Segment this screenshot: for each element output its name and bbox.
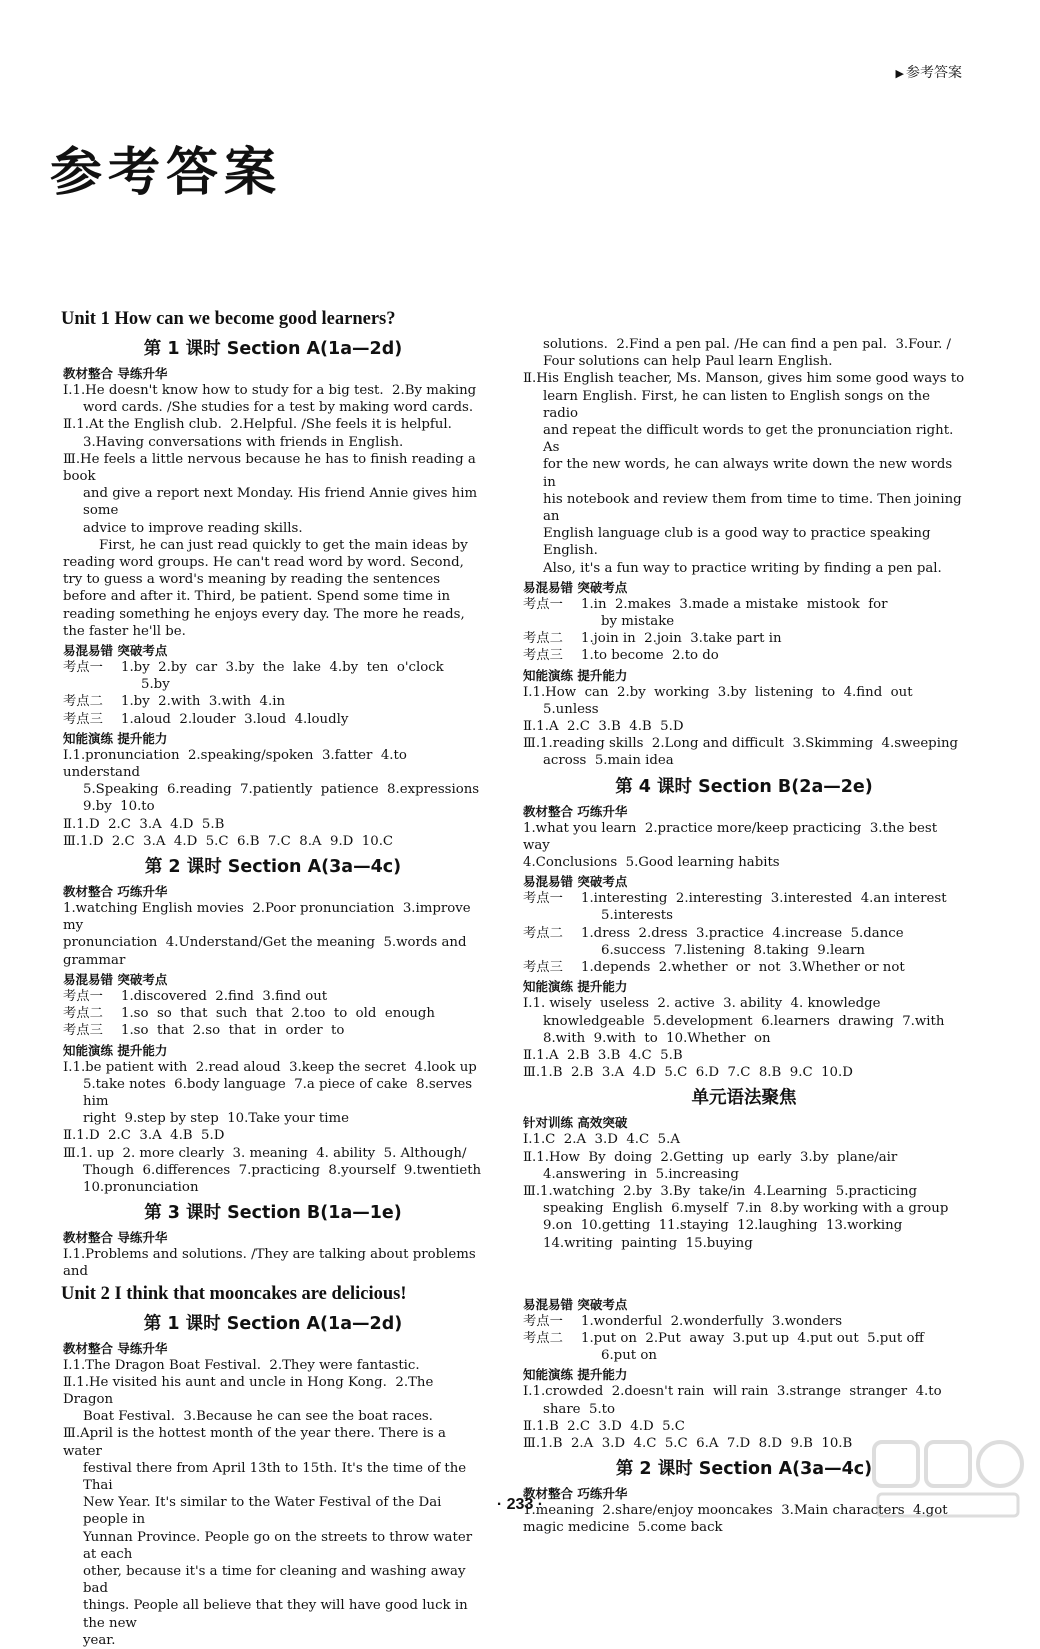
answer-line: his notebook and review them from time to time. Then joining an [543, 491, 966, 525]
grammar-focus-title: 单元语法聚焦 [691, 1088, 797, 1109]
section-heading: 易混易错 突破考点 [63, 643, 168, 659]
answer-line: 4.answering in 5.increasing [543, 1166, 739, 1182]
key-point-row [63, 711, 483, 728]
key-point-answers [121, 693, 483, 710]
key-point-label: 考点二 [523, 631, 563, 647]
section-heading: 教材整合 巧练升华 [523, 803, 628, 819]
answer-line: pronunciation 4.Understand/Get the meaning 5.words and grammar [63, 935, 471, 968]
answer-line: Ⅲ.He feels a little nervous because he has to finish reading a book [63, 451, 481, 485]
key-point-row [523, 925, 965, 959]
key-point-row [63, 988, 483, 1005]
key-point-label: 考点二 [63, 1006, 103, 1022]
answer-block [63, 900, 483, 969]
key-point-answers [581, 1330, 965, 1364]
key-point-row [523, 596, 965, 630]
answer-line: Ⅱ.1.A 2.C 3.B 4.B 5.D [523, 719, 684, 735]
key-point-label: 考点二 [523, 925, 563, 941]
answer-line: Boat Festival. 3.Because he can see the boat races. [83, 1409, 433, 1425]
answer-line: Ⅲ.1.B 2.A 3.D 4.C 5.C 6.A 7.D 8.D 9.B 10.B [523, 1435, 853, 1451]
answer-line: 8.with 9.with to 10.Whether on [543, 1030, 771, 1046]
answer-line: 1.so so that such that 2.too to old enough [121, 1006, 435, 1022]
key-point-row [63, 1005, 483, 1022]
key-point-label: 考点二 [63, 694, 103, 710]
key-point-row [63, 659, 483, 693]
key-point-answers [121, 1005, 483, 1022]
key-point-answers [581, 890, 965, 924]
key-point-row [523, 647, 965, 664]
answer-line: learn English. First, he can listen to English songs on the radio [543, 388, 935, 421]
answer-line: 1.dress 2.dress 3.practice 4.increase 5.dance [581, 925, 904, 941]
answer-line: festival there from April 13th to 15th. It's the time of the Thai [83, 1460, 471, 1493]
answer-line: Ⅰ.1.be patient with 2.read aloud 3.keep the secret 4.look up [63, 1059, 477, 1075]
answer-line: Ⅱ.1.B 2.C 3.D 4.D 5.C [523, 1418, 685, 1434]
answer-line: English language club is a good way to practice speaking English. [543, 526, 935, 559]
answer-line: and repeat the difficult words to get the pronunciation right. As [543, 423, 958, 456]
section-heading: 知能演练 提升能力 [63, 730, 168, 746]
key-point-label: 考点二 [523, 1330, 563, 1346]
section-heading: 知能演练 提升能力 [523, 1367, 628, 1383]
answer-line: speaking English 6.myself 7.in 8.by working with a group [543, 1201, 949, 1217]
key-point-label: 考点三 [63, 1023, 103, 1039]
answer-line: 5.by [141, 677, 170, 693]
answer-line: Ⅱ.1.At the English club. 2.Helpful. /She feels it is helpful. [63, 417, 452, 433]
answer-line: advice to improve reading skills. [83, 520, 303, 536]
answer-line: Ⅲ.1. up 2. more clearly 3. meaning 4. ability 5. Although/ [63, 1145, 467, 1161]
answer-line: 1.what you learn 2.practice more/keep practicing 3.the best way [523, 820, 942, 853]
key-point-label: 考点一 [523, 596, 563, 612]
answer-line: word cards. /She studies for a test by making word cards. [83, 400, 474, 416]
key-points [523, 890, 965, 976]
answer-line: Ⅲ.1.B 2.B 3.A 4.D 5.C 6.D 7.C 8.B 9.C 10.D [523, 1065, 853, 1081]
answer-line: 5.take notes 6.body language 7.a piece of cake 8.serves him [83, 1076, 477, 1109]
section-heading: 教材整合 导练升华 [63, 1230, 168, 1246]
answer-line: 1.by 2.by car 3.by the lake 4.by ten o'clock [121, 660, 444, 676]
answer-line: and give a report next Monday. His friend Annie gives him some [83, 486, 482, 519]
answer-line: Ⅱ.His English teacher, Ms. Manson, gives him some good ways to [523, 371, 965, 387]
answer-block [63, 1246, 483, 1280]
answer-line: 1.in 2.makes 3.made a mistake mistook for [581, 596, 888, 612]
answer-block [523, 995, 965, 1081]
answer-block [63, 747, 483, 850]
key-point-answers [121, 711, 483, 728]
answer-line: 9.by 10.to [83, 799, 155, 815]
right-column [523, 336, 965, 1537]
key-points [523, 1313, 965, 1365]
answer-line: Ⅱ.1.D 2.C 3.A 4.D 5.B [63, 816, 225, 832]
lesson-title: 第 2 课时 Section A(3a—4c) [144, 857, 402, 878]
answer-line: New Year. It's similar to the Water Festival of the Dai people in [83, 1495, 446, 1528]
answer-line: Ⅰ.1.C 2.A 3.D 4.C 5.A [523, 1132, 680, 1148]
answer-line: 5.Speaking 6.reading 7.patiently patience 8.expressions [83, 782, 480, 798]
answer-line: share 5.to [543, 1401, 616, 1417]
answer-line: Four solutions can help Paul learn English. [543, 354, 833, 370]
answer-line: 1.aloud 2.louder 3.loud 4.loudly [121, 711, 349, 727]
answer-line: 1.to become 2.to do [581, 648, 719, 664]
key-point-label: 考点三 [523, 648, 563, 664]
section-heading: 易混易错 突破考点 [523, 874, 628, 890]
lesson-title: 第 4 课时 Section B(2a—2e) [615, 776, 873, 797]
running-header-text: 参考答案 [906, 65, 962, 81]
lesson-title: 第 2 课时 Section A(3a—4c) [615, 1459, 873, 1480]
triangle-right-icon: ▶ [895, 67, 904, 80]
answer-line: Ⅲ.1.reading skills 2.Long and difficult 3.Skimming 4.sweeping [523, 736, 959, 752]
answer-line: solutions. 2.Find a pen pal. /He can find a pen pal. 3.Four. / [543, 337, 952, 352]
answer-line: Ⅱ.1.He visited his aunt and uncle in Hong Kong. 2.The Dragon [63, 1374, 438, 1407]
answer-line: Ⅰ.1.He doesn't know how to study for a big test. 2.By making [63, 383, 477, 398]
answer-line: Also, it's a fun way to practice writing by finding a pen pal. [543, 560, 942, 576]
lesson-title: 第 1 课时 Section A(1a—2d) [143, 1313, 403, 1334]
watermark-stamp-icon [868, 1436, 1028, 1522]
answer-line: 5.interests [601, 908, 673, 924]
answer-line: 1.discovered 2.find 3.find out [121, 988, 328, 1004]
key-point-label: 考点一 [63, 660, 103, 676]
answer-line: year. [83, 1632, 116, 1648]
answer-block [523, 820, 965, 872]
key-point-answers [121, 1022, 483, 1039]
key-point-answers [121, 659, 483, 693]
answer-line: 1.join in 2.join 3.take part in [581, 631, 782, 647]
key-points [523, 596, 965, 665]
answer-line: 1.put on 2.Put away 3.put up 4.put out 5.put off [581, 1330, 924, 1346]
answer-line: Though 6.differences 7.practicing 8.yourself 9.twentieth [83, 1162, 482, 1178]
section-heading: 易混易错 突破考点 [63, 971, 168, 987]
key-point-label: 考点一 [523, 1313, 563, 1329]
answer-line: Ⅲ.1.watching 2.by 3.By take/in 4.Learning 5.practicing [523, 1183, 918, 1199]
key-point-label: 考点一 [523, 891, 563, 907]
answer-line: 10.pronunciation [83, 1179, 199, 1195]
answer-line: magic medicine 5.come back [523, 1520, 723, 1536]
section-heading: 教材整合 导练升华 [63, 366, 168, 381]
answer-line: Ⅲ.April is the hottest month of the year there. There is a water [63, 1426, 451, 1459]
answer-line: Ⅰ.1.pronunciation 2.speaking/spoken 3.fatter 4.to understand [63, 747, 412, 781]
section-heading: 针对训练 高效突破 [523, 1115, 628, 1131]
answer-line: 1.interesting 2.interesting 3.interested 4.an interest [581, 891, 947, 907]
answer-line: Ⅰ.1.crowded 2.doesn't rain will rain 3.strange stranger 4.to [523, 1384, 942, 1400]
page-title: 参考答案 [50, 143, 283, 203]
answer-line: 1.meaning 2.share/enjoy mooncakes 3.Main characters 4.got [523, 1503, 948, 1519]
section-heading: 易混易错 突破考点 [523, 579, 628, 595]
lesson-title: 第 3 课时 Section B(1a—1e) [144, 1203, 402, 1224]
key-point-row [63, 693, 483, 710]
section-heading: 教材整合 导练升华 [63, 1340, 168, 1356]
key-point-row [523, 1330, 965, 1364]
key-points [63, 988, 483, 1040]
section-heading: 知能演练 提升能力 [523, 667, 628, 683]
answer-line: things. People all believe that they will have good luck in the new [83, 1598, 472, 1631]
answer-line: Ⅰ.1.Problems and solutions. /They are talking about problems and [63, 1247, 480, 1280]
answer-block [63, 382, 483, 537]
answer-line: by mistake [601, 614, 675, 630]
answer-block [523, 1131, 965, 1251]
key-point-row [523, 1313, 965, 1330]
key-point-row [523, 630, 965, 647]
answer-line: 6.put on [601, 1348, 657, 1364]
key-point-answers [581, 1313, 965, 1330]
key-point-answers [581, 630, 965, 647]
answer-line: Ⅲ.1.D 2.C 3.A 4.D 5.C 6.B 7.C 8.A 9.D 10.C [63, 833, 394, 849]
answer-line: 5.unless [543, 701, 599, 717]
answer-line: for the new words, he can always write down the new words in [543, 457, 957, 490]
answer-line: 1.so that 2.so that in order to [121, 1023, 345, 1039]
answer-line: 1.depends 2.whether or not 3.Whether or not [581, 960, 905, 976]
answer-line: 6.success 7.listening 8.taking 9.learn [601, 942, 865, 958]
answer-line: 3.Having conversations with friends in English. [83, 434, 404, 450]
key-point-answers [581, 925, 965, 959]
section-heading: 易混易错 突破考点 [523, 1296, 628, 1312]
key-point-row [63, 1022, 483, 1039]
answer-paragraph: First, he can just read quickly to get the main ideas by reading word groups. He can't read word by word. Second, try to guess a word's meaning by reading the sentences before and after it. Third, be patient. Spend some time in reading something he enjoys every day. The more he reads, the faster he'll be. [63, 537, 468, 639]
running-header [896, 62, 962, 82]
answer-line: Ⅱ.1.D 2.C 3.A 4.B 5.D [63, 1128, 225, 1144]
answer-line: 14.writing painting 15.buying [543, 1235, 753, 1251]
section-heading: 知能演练 提升能力 [63, 1042, 168, 1058]
answer-line: 1.watching English movies 2.Poor pronunciation 3.improve my [63, 901, 475, 934]
answer-line: Yunnan Province. People go on the streets to throw water at each [83, 1529, 477, 1562]
answer-line: 4.Conclusions 5.Good learning habits [523, 855, 780, 871]
answer-line: 1.by 2.with 3.with 4.in [121, 694, 286, 710]
section-heading: 知能演练 提升能力 [523, 979, 628, 995]
answer-line: across 5.main idea [543, 753, 674, 769]
answer-line: Ⅱ.1.A 2.B 3.B 4.C 5.B [523, 1047, 683, 1063]
answer-line: Ⅰ.1. wisely useless 2. active 3. ability 4. knowledge [523, 996, 881, 1012]
lesson-title: 第 1 课时 Section A(1a—2d) [143, 339, 403, 359]
answer-line: Ⅰ.1.The Dragon Boat Festival. 2.They were fantastic. [63, 1357, 420, 1373]
section-heading: 教材整合 巧练升华 [63, 884, 168, 900]
unit-2-title: Unit 2 I think that mooncakes are delicious! [61, 1283, 407, 1304]
key-point-label: 考点一 [63, 988, 103, 1004]
key-point-label: 考点三 [523, 960, 563, 976]
key-point-row [523, 890, 965, 924]
answer-block [63, 1059, 483, 1197]
answer-line: 9.on 10.getting 11.staying 12.laughing 13.working [543, 1218, 903, 1234]
left-column [63, 306, 483, 1649]
key-point-label: 考点三 [63, 711, 103, 727]
answer-line: right 9.step by step 10.Take your time [83, 1111, 349, 1127]
page-number: · 233 · [496, 1496, 544, 1513]
key-point-row [523, 959, 965, 976]
key-point-answers [581, 596, 965, 630]
key-point-answers [581, 647, 965, 664]
answer-block [523, 336, 965, 577]
key-point-answers [581, 959, 965, 976]
unit-1-title: Unit 1 How can we become good learners? [61, 309, 396, 329]
answer-line: Ⅱ.1.How By doing 2.Getting up early 3.by plane/air [523, 1149, 898, 1165]
answer-line: 1.wonderful 2.wonderfully 3.wonders [581, 1313, 843, 1329]
answer-line: other, because it's a time for cleaning and washing away bad [83, 1563, 470, 1597]
column-gap [523, 1252, 965, 1294]
key-point-answers [121, 988, 483, 1005]
answer-line: Ⅰ.1.How can 2.by working 3.by listening to 4.find out [523, 684, 913, 700]
answer-line: knowledgeable 5.development 6.learners drawing 7.with [543, 1013, 945, 1029]
section-heading: 教材整合 巧练升华 [523, 1486, 628, 1502]
key-points [63, 659, 483, 728]
answer-block [523, 684, 965, 770]
